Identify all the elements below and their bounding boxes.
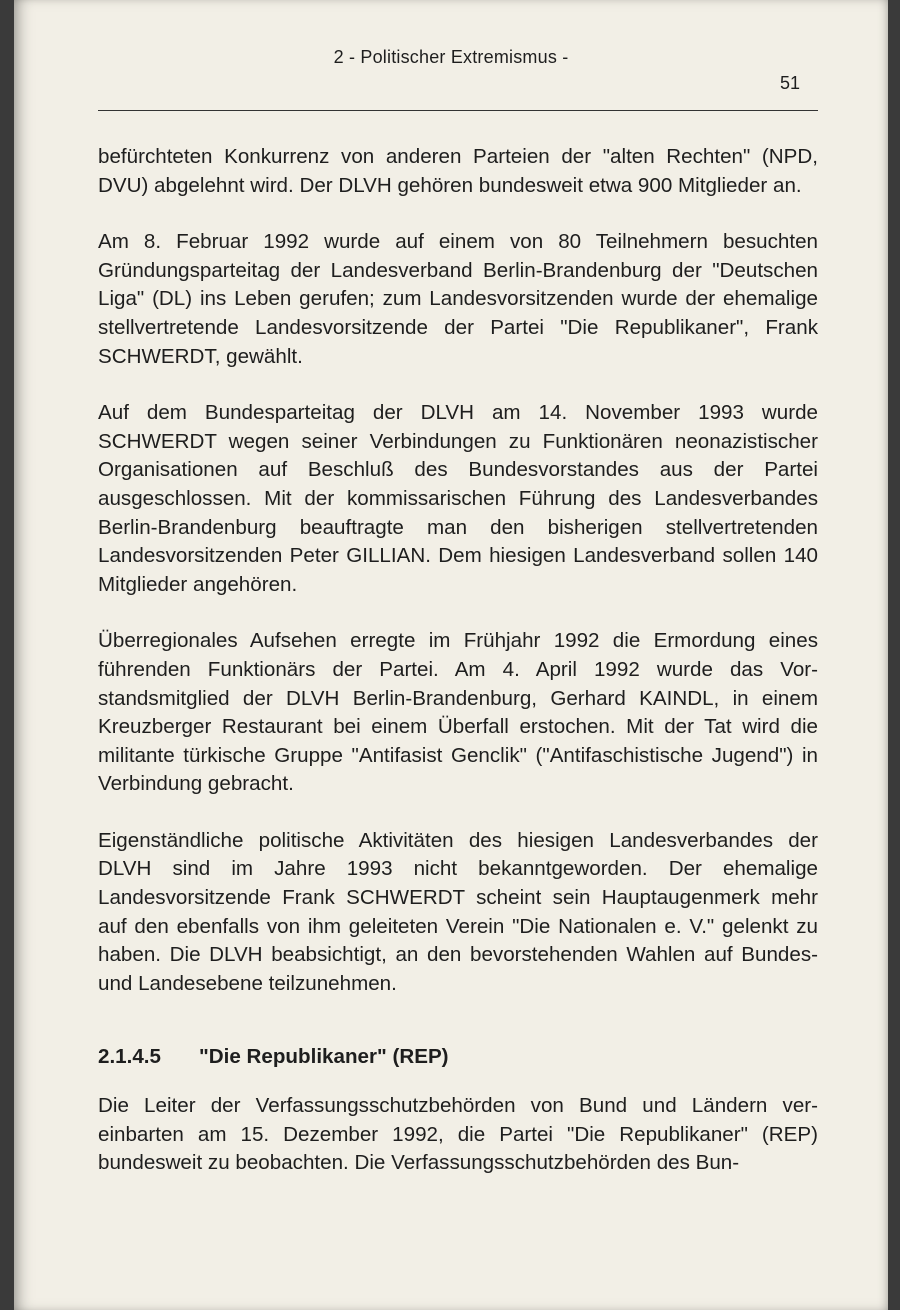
header-rule bbox=[98, 110, 818, 111]
page-number: 51 bbox=[779, 73, 800, 93]
document-page bbox=[14, 0, 888, 1310]
section-number: 2.1.4.5 bbox=[98, 1045, 161, 1069]
paragraph-2: Am 8. Februar 1992 wurde auf einem von 80 Teilnehmern besuchten Gründungsparteitag der Landesverband Berlin-Brandenburg der "Deutschen Liga" (DL) ins Leben gerufen; zum Landesvorsitzenden wurde der ehemalige stellvertretende Landesvorsitzende der Partei "Die Republikaner", Frank SCHWERDT, gewählt. bbox=[98, 230, 818, 368]
page-body bbox=[98, 143, 818, 1206]
paragraph-4: Überregionales Aufsehen erregte im Frühjahr 1992 die Ermordung eines führenden Funktionärs der Partei. Am 4. April 1992 wurde das Vorstandsmitglied der DLVH Berlin-Brandenburg, Gerhard KAINDL, in einem Kreuzberger Restaurant bei einem Überfall erstochen. Mit der Tat wird die militante türkische Gruppe "Antifasist Genclik" ("Antifaschistische Jugend") in Verbindung gebracht. bbox=[98, 629, 818, 796]
section-paragraph: Die Leiter der Verfassungsschutzbehörden von Bund und Ländern vereinbarten am 15. Dezember 1992, die Partei "Die Republikaner" (REP) bundesweit zu beobachten. Die Verfassungsschutzbehörden des Bun- bbox=[98, 1094, 818, 1175]
section-heading bbox=[98, 1043, 818, 1072]
section-title: "Die Republikaner" (REP) bbox=[199, 1045, 449, 1069]
paragraph-1: befürchteten Konkurrenz von anderen Parteien der "alten Rechten" (NPD, DVU) abgelehnt wird. Der DLVH gehören bundesweit etwa 900 Mitglieder an. bbox=[98, 145, 818, 197]
paragraph-3: Auf dem Bundesparteitag der DLVH am 14. November 1993 wurde SCHWERDT wegen seiner Verbindungen zu Funktionären neonazistischer Organisationen auf Beschluß des Bundesvorstandes aus der Partei ausgeschlossen. Mit der kommissarischen Führung des Landesverbandes Berlin-Brandenburg beauftragte man den bisherigen stellvertretenden Landesvorsitzenden Peter GILLIAN. Dem hiesigen Landesverband sollen 140 Mitglieder angehören. bbox=[98, 401, 818, 596]
paragraph-5: Eigenständliche politische Aktivitäten des hiesigen Landesverbandes der DLVH sind im Jahre 1993 nicht bekanntgeworden. Der ehemalige Landesvorsitzende Frank SCHWERDT scheint sein Hauptaugenmerk mehr auf den ebenfalls von ihm geleiteten Verein "Die Nationalen e. V." gelenkt zu haben. Die DLVH beabsichtigt, an den bevorstehenden Wahlen auf Bundes- und Landesebene teilzunehmen. bbox=[98, 828, 818, 995]
running-header: 2 - Politischer Extremismus - bbox=[333, 47, 569, 67]
